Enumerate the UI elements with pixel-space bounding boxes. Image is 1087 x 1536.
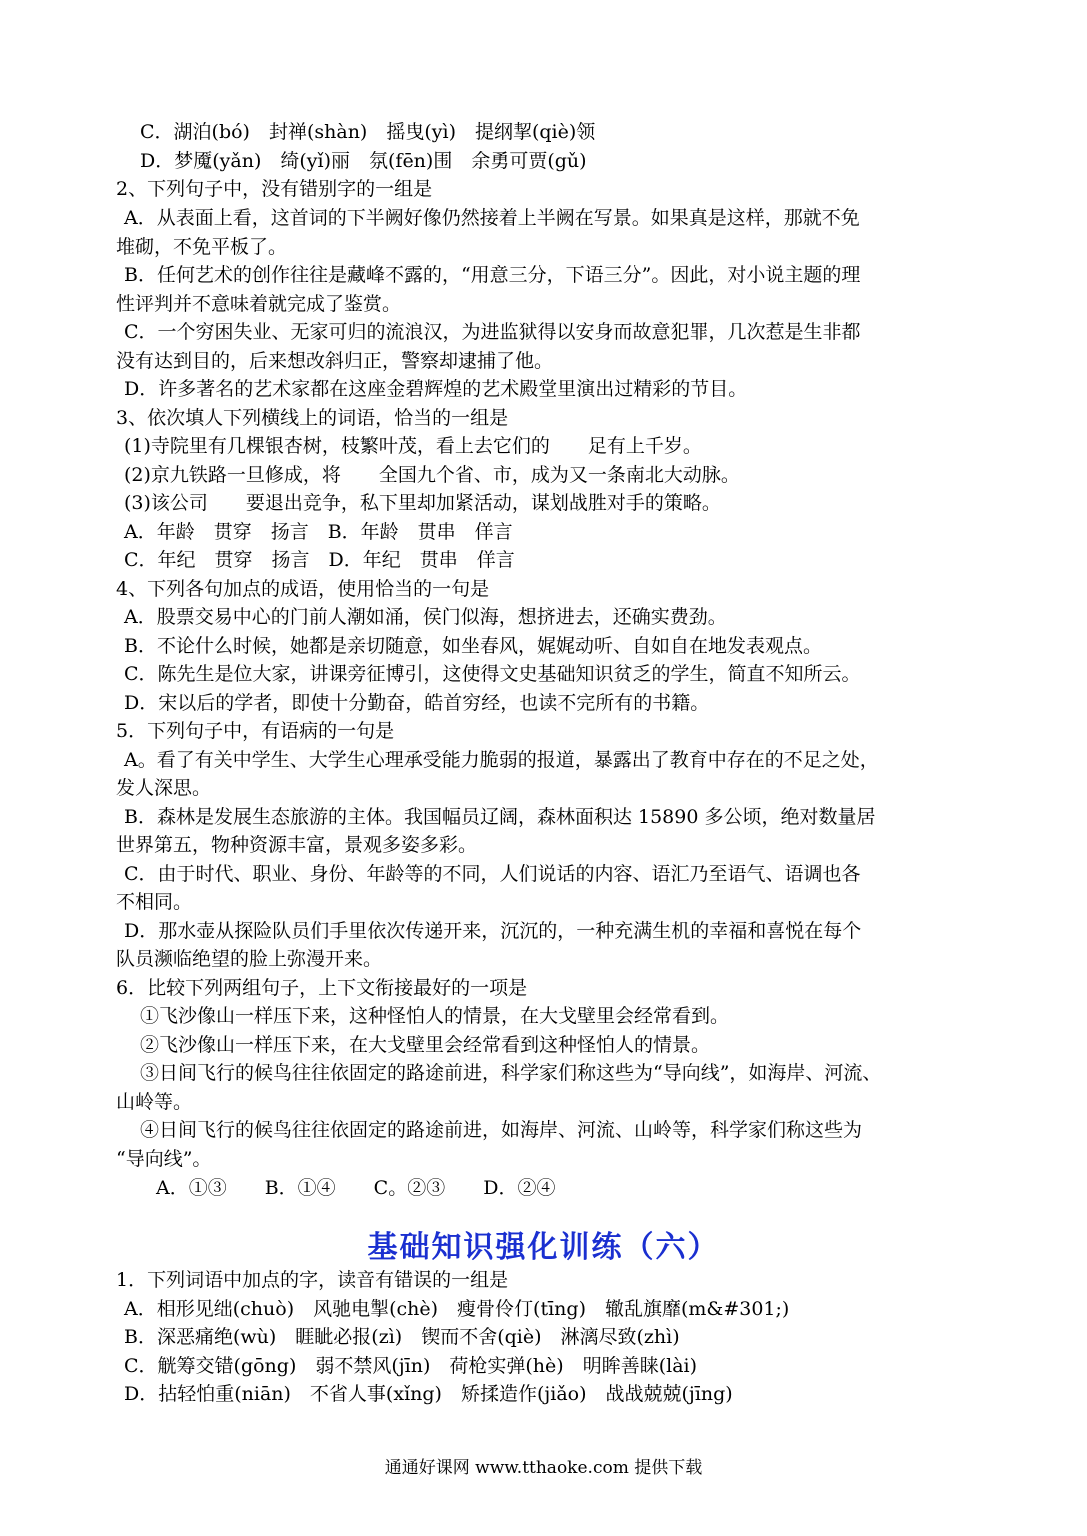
option-line: A。看了有关中学生、大学生心理承受能力脆弱的报道，暴露出了教育中存在的不足之处，	[124, 749, 879, 771]
question-heading: 3、依次填人下列横线上的词语，恰当的一组是	[116, 407, 509, 429]
option-line-continued: 队员濒临绝望的脸上弥漫开来。	[116, 948, 383, 970]
option-line: A．相形见绌(chuò) 风驰电掣(chè) 瘦骨伶仃(tīng) 辙乱旗靡(m&#301;)	[124, 1298, 790, 1320]
question-heading: 4、下列各句加点的成语，使用恰当的一句是	[116, 578, 490, 600]
fill-in-sentence: (1)寺院里有几棵银杏树，枝繁叶茂，看上去它们的 足有上千岁。	[124, 435, 702, 457]
option-line: C．陈先生是位大家，讲课旁征博引，这使得文史基础知识贫乏的学生，简直不知所云。	[124, 663, 861, 685]
option-line-continued: 性评判并不意味着就完成了鉴赏。	[116, 293, 402, 315]
option-line: D．梦魇(yǎn) 绮(yǐ)丽 氛(fēn)围 余勇可贾(gǔ)	[140, 150, 587, 172]
option-line: D．拈轻怕重(niān) 不省人事(xǐng) 矫揉造作(jiǎo) 战战兢兢(jīng)	[124, 1383, 733, 1405]
option-line: B．不论什么时候，她都是亲切随意，如坐春风，娓娓动听、自如自在地发表观点。	[124, 635, 822, 657]
option-line-continued: 不相同。	[116, 891, 193, 913]
question-heading: 1．下列词语中加点的字，读音有错误的一组是	[116, 1269, 509, 1291]
option-line-continued: 发人深思。	[116, 777, 212, 799]
sentence-item-continued: 山岭等。	[116, 1091, 193, 1113]
option-line: D．那水壶从探险队员们手里依次传递开来，沉沉的，一种充满生机的幸福和喜悦在每个	[124, 920, 862, 942]
fill-in-sentence: (3)该公司 要退出竞争，私下里却加紧活动，谋划战胜对手的策略。	[124, 492, 721, 514]
sentence-item: ①飞沙像山一样压下来，这种怪怕人的情景，在大戈壁里会经常看到。	[140, 1005, 730, 1027]
sentence-item-continued: “导向线”。	[116, 1148, 212, 1170]
option-line: C．由于时代、职业、身份、年龄等的不同，人们说话的内容、语汇乃至语气、语调也各	[124, 863, 861, 885]
sentence-item: ④日间飞行的候鸟往往依固定的路途前进，如海岸、河流、山岭等，科学家们称这些为	[140, 1119, 863, 1141]
fill-in-sentence: (2)京九铁路一旦修成，将 全国九个省、市，成为又一条南北大动脉。	[124, 464, 740, 486]
option-line: A．股票交易中心的门前人潮如涌，侯门似海，想挤进去，还确实费劲。	[124, 606, 727, 628]
option-line: C．湖泊(bó) 封禅(shàn) 摇曳(yì) 提纲挈(qiè)领	[140, 121, 596, 143]
option-line: B．森林是发展生态旅游的主体。我国幅员辽阔，森林面积达 15890 多公顷，绝对数量居	[124, 806, 876, 828]
sentence-item: ③日间飞行的候鸟往往依固定的路途前进，科学家们称这些为“导向线”，如海岸、河流、	[140, 1062, 882, 1084]
answer-options: A．①③ B．①④ C。②③ D．②④	[156, 1177, 556, 1199]
option-line-continued: 没有达到目的，后来想改斜归正，警察却逮捕了他。	[116, 350, 554, 372]
sentence-item: ②飞沙像山一样压下来，在大戈壁里会经常看到这种怪怕人的情景。	[140, 1034, 711, 1056]
question-heading: 5．下列句子中，有语病的一句是	[116, 720, 395, 742]
question-heading: 2、下列句子中，没有错别字的一组是	[116, 178, 433, 200]
option-line: C．年纪 贯穿 扬言 D．年纪 贯串 佯言	[124, 549, 515, 571]
option-line: D．许多著名的艺术家都在这座金碧辉煌的艺术殿堂里演出过精彩的节目。	[124, 378, 748, 400]
question-heading: 6．比较下列两组句子，上下文衔接最好的一项是	[116, 977, 528, 999]
option-line: A．年龄 贯穿 扬言 B．年龄 贯串 佯言	[124, 521, 513, 543]
option-line: C．一个穷困失业、无家可归的流浪汉，为进监狱得以安身而故意犯罪，几次惹是生非都	[124, 321, 861, 343]
option-line: B．深恶痛绝(wù) 睚眦必报(zì) 锲而不舍(qiè) 淋漓尽致(zhì)	[124, 1326, 680, 1348]
option-line-continued: 堆砌，不免平板了。	[116, 236, 288, 258]
option-line: B．任何艺术的创作往往是藏峰不露的，“用意三分，下语三分”。因此，对小说主题的理	[124, 264, 861, 286]
option-line-continued: 世界第五，物种资源丰富，景观多姿多彩。	[116, 834, 478, 856]
option-line: C．觥筹交错(gōng) 弱不禁风(jīn) 荷枪实弹(hè) 明眸善睐(lài)	[124, 1355, 698, 1377]
page-footer: 通通好课网 www.tthaoke.com 提供下载	[384, 1458, 703, 1478]
option-line: A．从表面上看，这首词的下半阙好像仍然接着上半阙在写景。如果真是这样，那就不免	[124, 207, 860, 229]
option-line: D．宋以后的学者，即使十分勤奋，皓首穷经，也读不完所有的书籍。	[124, 692, 710, 714]
section-title: 基础知识强化训练（六）	[367, 1230, 720, 1265]
